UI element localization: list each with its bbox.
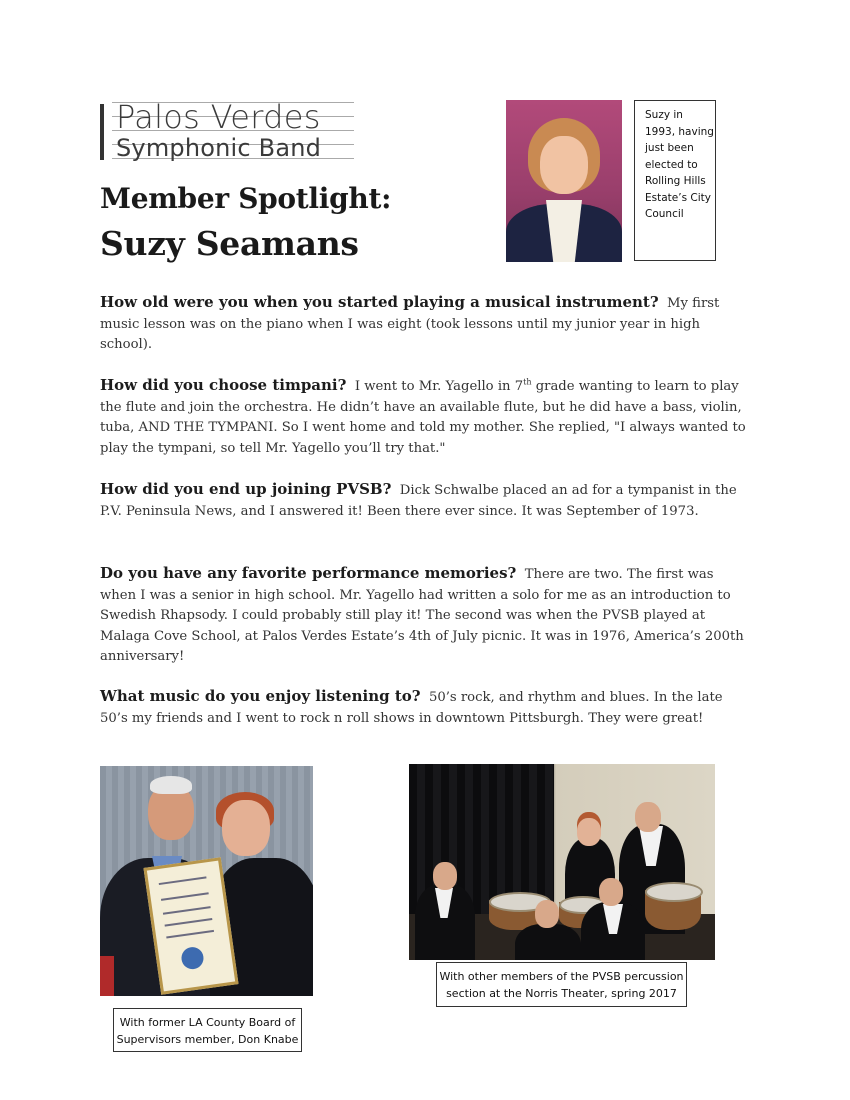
qa-item (100, 563, 750, 668)
qa-question: How old were you when you started playing a musical instrument? (100, 293, 659, 311)
photo-person-head (535, 900, 559, 928)
portrait-caption: Suzy in 1993, having just been elected to Rolling Hills Estate’s City Council (634, 100, 716, 261)
qa-item (100, 292, 750, 356)
qa-answer: My first music lesson was on the piano when I was eight (took lessons until my junior year in high school). (100, 296, 720, 352)
photo-person-head (433, 862, 457, 890)
qa-answer: 50’s rock, and rhythm and blues. In the late 50’s my friends and I went to rock n roll shows in downtown Pittsburgh. They were great! (100, 690, 723, 726)
photo-person-head (635, 802, 661, 832)
qa-item (100, 686, 750, 729)
certificate-line (165, 918, 213, 927)
qa-question: How did you end up joining PVSB? (100, 480, 392, 498)
qa-answer: There are two. The first was when I was a senior in high school. Mr. Yagello had written a solo for me as an introduction to Swedish Rhapsody. I could probably still play it! The second was when the PVSB played at Malaga Cove School, at Palos Verdes Estate’s 4th of July picnic. It was in 1976, America’s 200th anniversary! (100, 567, 744, 664)
award-photo-caption (113, 1008, 302, 1052)
certificate-line (159, 876, 207, 885)
photo-person (515, 924, 581, 960)
logo-name-line2: Symphonic Band (116, 134, 322, 162)
percussion-photo (409, 764, 715, 960)
certificate-line (161, 892, 209, 901)
certificate-line (166, 930, 214, 939)
photo-person-head (577, 818, 601, 846)
qa-answer: Dick Schwalbe placed an ad for a tympanist in the P.V. Peninsula News, and I answered it! Been there ever since. It was September of 1973. (100, 483, 737, 519)
page-title: Member Spotlight: (100, 182, 392, 215)
photo-woman-head (222, 800, 270, 856)
certificate-seal (180, 946, 205, 971)
qa-question: Do you have any favorite performance memories? (100, 564, 517, 582)
qa-item (100, 479, 750, 522)
qa-item (100, 375, 750, 459)
qa-question: How did you choose timpani? (100, 376, 347, 394)
timpani-head (645, 882, 703, 902)
photo-flag (100, 956, 114, 996)
portrait-photo (506, 100, 622, 262)
band-logo (100, 98, 356, 164)
portrait-face (540, 136, 588, 194)
caption-line: With other members of the PVSB percussion (439, 970, 684, 983)
photo-man-hair (150, 776, 192, 794)
qa-question: What music do you enjoy listening to? (100, 687, 421, 705)
caption-line: Supervisors member, Don Knabe (116, 1033, 299, 1046)
qa-answer: grade wanting to learn to play the flute and join the orchestra. He didn’t have an available flute, but he did have a bass, violin, tuba, AND THE TYMPANI. So I went home and told my mother. She replied, "I always wanted to play the tympani, so tell Mr. Yagello you’ll try that." (100, 379, 746, 456)
percussion-photo-caption (436, 962, 687, 1007)
certificate-line (163, 906, 211, 915)
logo-bar (100, 104, 104, 160)
caption-line: section at the Norris Theater, spring 2017 (446, 987, 677, 1000)
photo-person-head (599, 878, 623, 906)
logo-name-line1: Palos Verdes (116, 98, 321, 136)
award-photo (100, 766, 313, 996)
member-name: Suzy Seamans (100, 224, 359, 263)
qa-answer: I went to Mr. Yagello in 7 (354, 379, 524, 394)
caption-line: With former LA County Board of (119, 1016, 296, 1029)
qa-answer-superscript: th (523, 377, 532, 387)
